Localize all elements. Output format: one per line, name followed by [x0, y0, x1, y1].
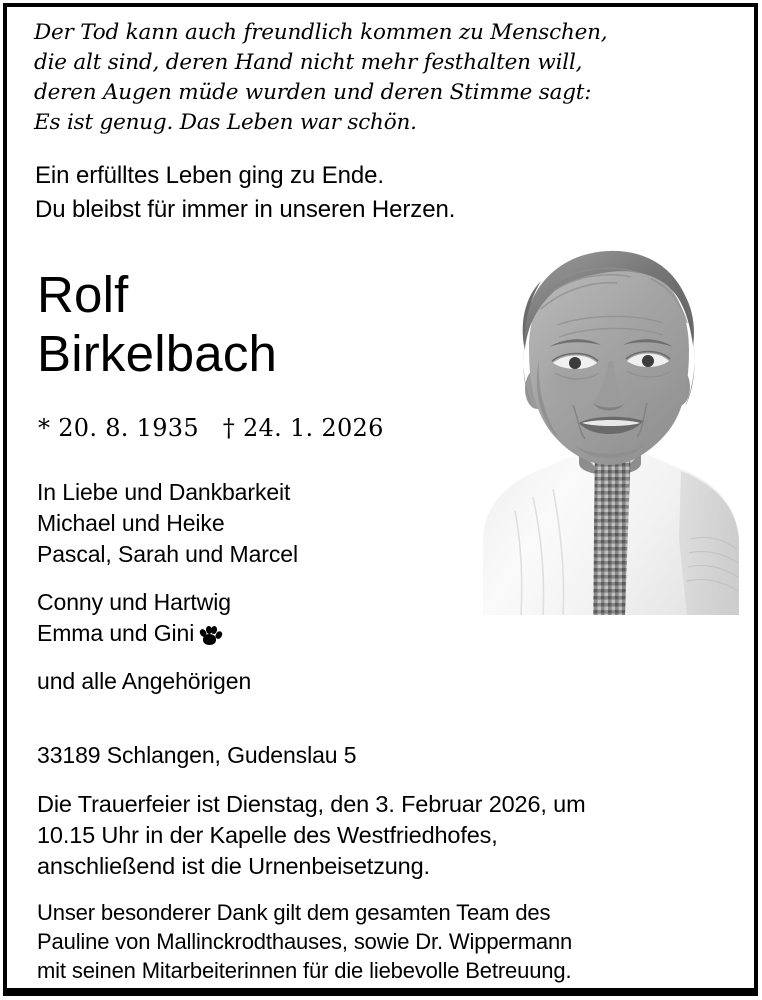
mourner-line: Pascal, Sarah und Marcel — [37, 541, 298, 567]
memorial-verse: Der Tod kann auch freundlich kommen zu Menschen, die alt sind, deren Hand nicht mehr festhalten will, deren Augen müde wurden und deren Stimme sagt: Es ist genug. Das Leben war schön. — [34, 20, 608, 135]
portrait-photo-graphic — [475, 239, 745, 615]
mourner-group — [37, 477, 457, 570]
mourner-line: Michael und Heike — [37, 510, 225, 536]
mourner-line: Conny und Hartwig — [37, 589, 231, 615]
mourner-group — [37, 666, 457, 697]
mourner-group — [37, 587, 457, 649]
notice-content — [7, 7, 754, 988]
mourners-list — [37, 477, 457, 697]
memorial-intro-text: Ein erfülltes Leben ging zu Ende. Du bleibst für immer in unseren Herzen. — [35, 162, 456, 223]
mourner-line-text: Emma und Gini — [37, 620, 195, 646]
birth-death-dates: * 20. 8. 1935 † 24. 1. 2026 — [38, 414, 384, 442]
thanks-message: Unser besonderer Dank gilt dem gesamten Team des Pauline von Mallinckrodthauses, sowie Dr. Wippermann mit seinen Mitarbeiterinnen für die liebevolle Betreuung. — [37, 900, 573, 983]
portrait-photo — [475, 239, 745, 615]
mourner-line: In Liebe und Dankbarkeit — [37, 479, 291, 505]
deceased-name: Rolf Birkelbach — [37, 266, 278, 382]
notice-border-frame — [3, 3, 758, 996]
funeral-ceremony-details: Die Trauerfeier ist Dienstag, den 3. Februar 2026, um 10.15 Uhr in der Kapelle des Westfriedhofes, anschließend ist die Urnenbeisetzung. — [37, 791, 586, 879]
mourner-line-with-icon — [37, 618, 457, 649]
family-address: 33189 Schlangen, Gudenslau 5 — [37, 742, 357, 768]
mourner-line: und alle Angehörigen — [37, 668, 252, 694]
paw-print-icon — [199, 625, 220, 644]
